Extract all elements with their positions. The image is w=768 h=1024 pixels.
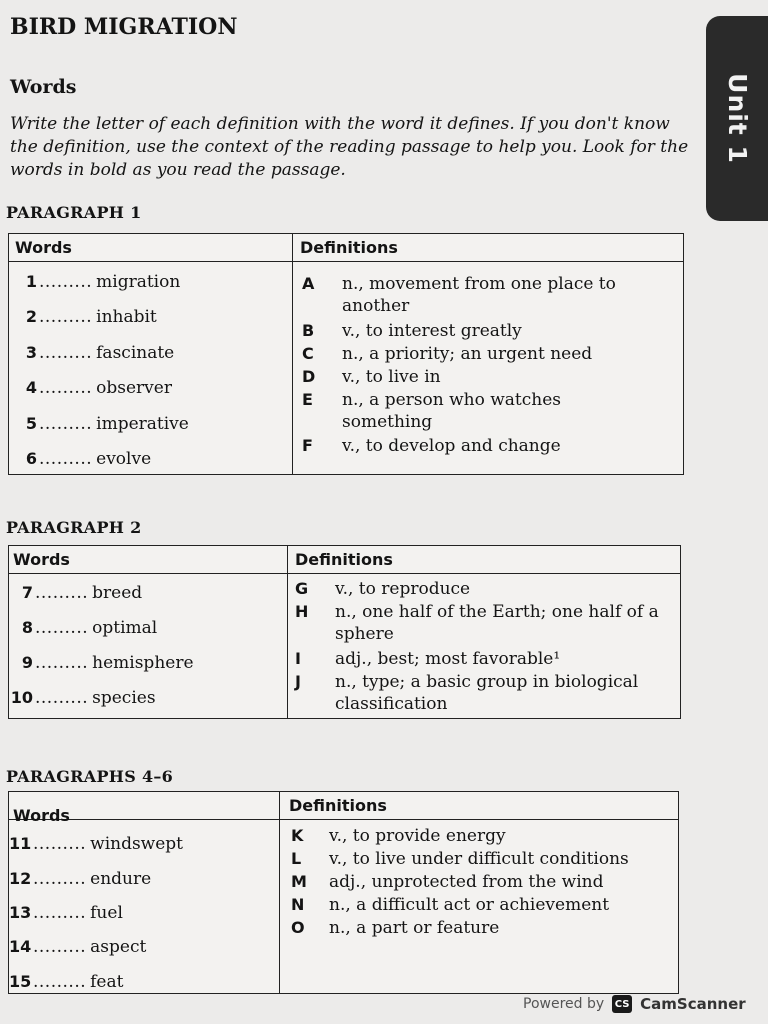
unit-tab-label: Unit 1: [722, 73, 752, 164]
definition-text: v., to develop and change: [342, 436, 561, 456]
definition-letter: M: [291, 872, 307, 891]
definitions-column-header: Definitions: [300, 238, 398, 257]
word-item[interactable]: [9, 449, 151, 469]
word-number: 14: [9, 937, 32, 956]
answer-blank[interactable]: .........: [33, 972, 87, 992]
section-heading-paragraph-2: PARAGRAPH 2: [6, 518, 142, 537]
word-item[interactable]: [9, 272, 180, 292]
words-column-header: Words: [13, 550, 70, 569]
definition-text: n., a priority; an urgent need: [342, 344, 593, 364]
word-item[interactable]: [9, 937, 146, 957]
word-number: 1: [25, 272, 37, 291]
column-divider: [279, 792, 280, 993]
definition-text: n., a person who watches something: [342, 390, 561, 432]
word-item[interactable]: [9, 343, 174, 363]
vocab-word: inhabit: [96, 307, 157, 327]
unit-tab: [706, 16, 768, 221]
answer-blank[interactable]: .........: [33, 869, 87, 889]
word-number: 5: [25, 414, 37, 433]
vocab-table-paragraph-1: [8, 233, 684, 475]
answer-blank[interactable]: .........: [35, 653, 89, 673]
answer-blank[interactable]: .........: [39, 449, 93, 469]
word-item[interactable]: [9, 414, 189, 434]
word-number: 9: [21, 653, 33, 672]
word-item[interactable]: [9, 618, 157, 638]
definition-letter: J: [295, 672, 301, 691]
word-number: 6: [25, 449, 37, 468]
table-header: [9, 792, 678, 825]
definitions-column-header: Definitions: [289, 796, 387, 815]
page-title: BIRD MIGRATION: [10, 14, 238, 40]
definition-text: v., to live in: [342, 367, 441, 387]
definition-letter: N: [291, 895, 305, 914]
words-column-header: Words: [13, 806, 70, 825]
answer-blank[interactable]: .........: [33, 834, 87, 854]
word-number: 8: [21, 618, 33, 637]
vocab-word: endure: [90, 869, 152, 889]
camscanner-brand: CamScanner: [640, 995, 746, 1013]
vocab-word: optimal: [92, 618, 158, 638]
word-item[interactable]: [9, 688, 156, 708]
vocab-table-paragraphs-4-6: [8, 791, 679, 994]
instructions: Write the letter of each definition with the word it defines. If you don't know the definition, use the context of the reading passage to help you. Look for the words in bold as you read the passage.: [10, 114, 689, 180]
definition-text: n., one half of the Earth; one half of a sphere: [335, 602, 659, 644]
answer-blank[interactable]: .........: [33, 903, 87, 923]
answer-blank[interactable]: .........: [35, 583, 89, 603]
definition-letter: O: [291, 918, 305, 937]
table-header: [9, 234, 683, 262]
definition-letter: I: [295, 649, 301, 668]
powered-by-label: Powered by: [523, 996, 605, 1012]
definition-text: v., to interest greatly: [342, 321, 522, 341]
word-item[interactable]: [9, 903, 123, 923]
vocab-table-paragraph-2: [8, 545, 681, 719]
definition-item: [302, 273, 672, 317]
definition-text: adj., unprotected from the wind: [329, 872, 604, 892]
answer-blank[interactable]: .........: [39, 307, 93, 327]
word-number: 7: [21, 583, 33, 602]
definition-letter: D: [302, 367, 316, 386]
vocab-word: imperative: [96, 414, 189, 434]
answer-blank[interactable]: .........: [39, 414, 93, 434]
vocab-word: aspect: [90, 937, 147, 957]
definition-letter: H: [295, 602, 309, 621]
column-divider: [292, 234, 293, 474]
word-item[interactable]: [9, 869, 151, 889]
definition-letter: B: [302, 321, 315, 340]
answer-blank[interactable]: .........: [39, 272, 93, 292]
column-divider: [287, 546, 288, 718]
word-item[interactable]: [9, 307, 157, 327]
word-number: 13: [9, 903, 32, 922]
definition-text: n., a part or feature: [329, 918, 500, 938]
vocab-word: migration: [96, 272, 181, 292]
answer-blank[interactable]: .........: [39, 378, 93, 398]
vocab-word: fascinate: [96, 343, 175, 363]
vocab-word: species: [92, 688, 156, 708]
definition-text: n., type; a basic group in biological classification: [335, 672, 639, 714]
word-number: 12: [9, 869, 32, 888]
definition-text: v., to reproduce: [335, 579, 471, 599]
vocab-word: evolve: [96, 449, 152, 469]
definition-letter: G: [295, 579, 309, 598]
table-header: [9, 546, 680, 574]
word-item[interactable]: [9, 972, 123, 992]
definition-letter: C: [302, 344, 314, 363]
section-heading-paragraphs-4-6: PARAGRAPHS 4–6: [6, 767, 174, 786]
answer-blank[interactable]: .........: [35, 618, 89, 638]
word-number: 15: [9, 972, 32, 991]
word-number: 10: [10, 688, 33, 707]
words-heading: Words: [10, 76, 77, 98]
answer-blank[interactable]: .........: [33, 937, 87, 957]
word-item[interactable]: [9, 653, 194, 673]
definition-letter: L: [291, 849, 302, 868]
definitions-column-header: Definitions: [295, 550, 393, 569]
answer-blank[interactable]: .........: [39, 343, 93, 363]
camscanner-watermark: [523, 988, 753, 1020]
section-heading-paragraph-1: PARAGRAPH 1: [6, 203, 142, 222]
definition-text: n., movement from one place to another: [342, 274, 616, 316]
vocab-word: hemisphere: [92, 653, 194, 673]
vocab-word: windswept: [90, 834, 184, 854]
word-number: 3: [25, 343, 37, 362]
definition-text: v., to live under difficult conditions: [329, 849, 629, 869]
word-number: 11: [9, 834, 32, 853]
vocab-word: observer: [96, 378, 172, 398]
word-item[interactable]: [9, 583, 142, 603]
words-column-header: Words: [15, 238, 72, 257]
definition-letter: E: [302, 390, 313, 409]
answer-blank[interactable]: .........: [35, 688, 89, 708]
vocab-word: breed: [92, 583, 143, 603]
word-item[interactable]: [9, 378, 172, 398]
definition-letter: K: [291, 826, 304, 845]
definition-letter: F: [302, 436, 313, 455]
camscanner-logo-icon: CS: [612, 995, 632, 1013]
word-number: 4: [25, 378, 37, 397]
definition-text: v., to provide energy: [329, 826, 506, 846]
vocab-word: feat: [90, 972, 124, 992]
word-number: 2: [25, 307, 37, 326]
definition-text: n., a difficult act or achievement: [329, 895, 610, 915]
definition-letter: A: [302, 274, 315, 293]
vocab-word: fuel: [90, 903, 123, 923]
definition-text: adj., best; most favorable¹: [335, 649, 561, 669]
word-item[interactable]: [9, 834, 183, 854]
